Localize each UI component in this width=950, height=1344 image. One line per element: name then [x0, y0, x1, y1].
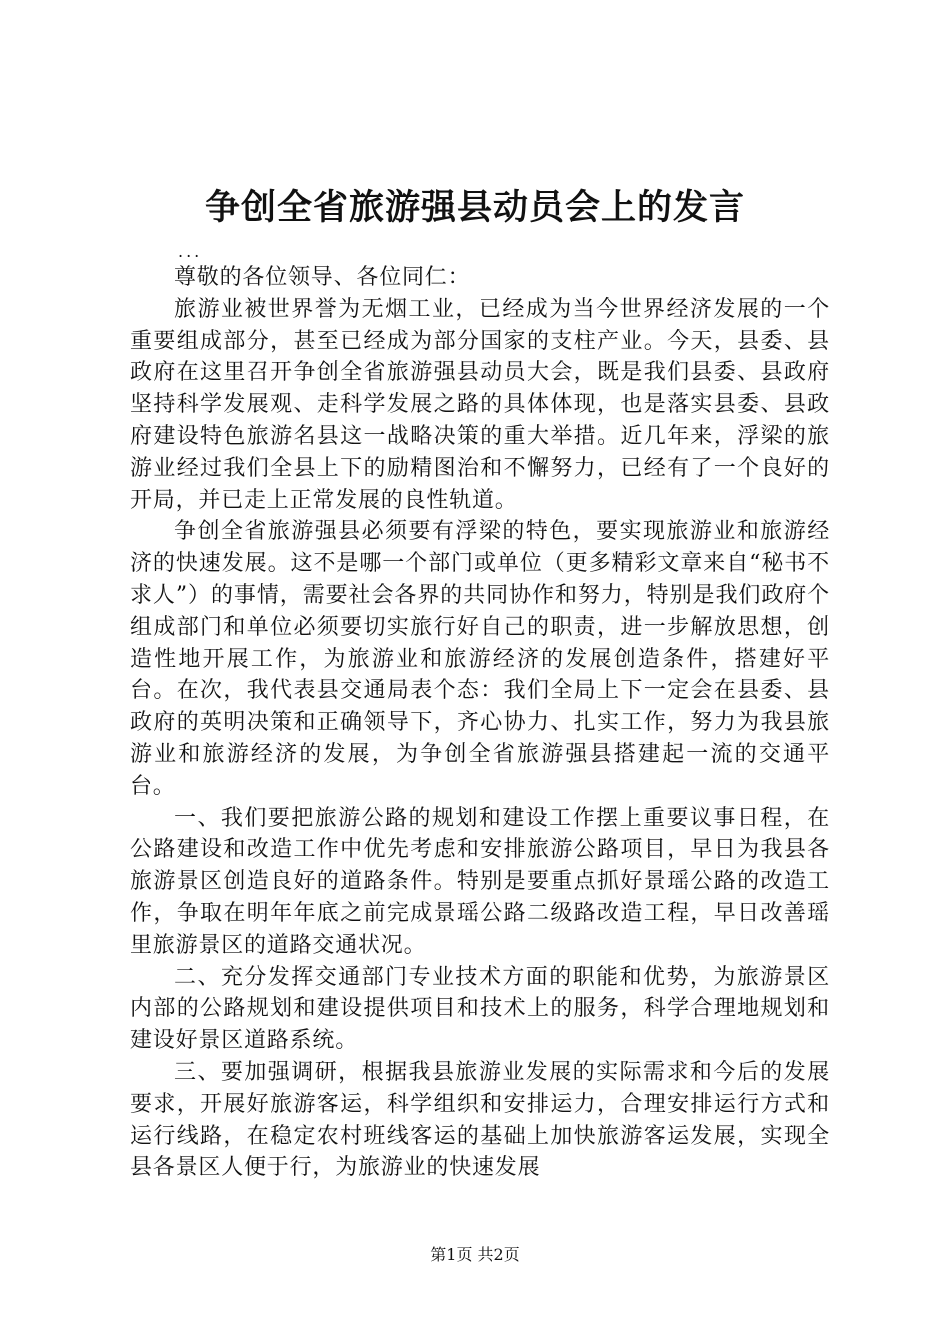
- document-body: [130, 262, 830, 1184]
- paragraph-point-three: 三、要加强调研，根据我县旅游业发展的实际需求和今后的发展要求，开展好旅游客运，科学组织和安排运力，合理安排运行方式和运行线路，在稳定农村班线客运的基础上加快旅游客运发展，实现全县各景区人便于行，为旅游业的快速发展: [130, 1059, 830, 1181]
- paragraph-point-two: 二、充分发挥交通部门专业技术方面的职能和优势，为旅游景区内部的公路规划和建设提供项目和技术上的服务，科学合理地规划和建设好景区道路系统。: [130, 964, 830, 1054]
- document-title: 争创全省旅游强县动员会上的发言: [204, 188, 745, 228]
- paragraph-commitment: 争创全省旅游强县必须要有浮梁的特色，要实现旅游业和旅游经济的快速发展。这不是哪一个部门或单位（更多精彩文章来自“秘书不求人”）的事情，需要社会各界的共同协作和努力，特别是我们政府个组成部门和单位必须要切实旅行好自己的职责，进一步解放思想，创造性地开展工作，为旅游业和旅游经济的发展创造条件，搭建好平台。在次，我代表县交通局表个态：我们全局上下一定会在县委、县政府的英明决策和正确领导下，齐心协力、扎实工作，努力为我县旅游业和旅游经济的发展，为争创全省旅游强县搭建起一流的交通平台。: [130, 519, 830, 799]
- ellipsis-marker: ...: [178, 242, 203, 261]
- salutation: 尊敬的各位领导、各位同仁：: [174, 265, 471, 290]
- page-number-footer: 第1页 共2页: [430, 1245, 520, 1264]
- paragraph-intro: 旅游业被世界誉为无烟工业，已经成为当今世界经济发展的一个重要组成部分，甚至已经成为部分国家的支柱产业。今天，县委、县政府在这里召开争创全省旅游强县动员大会，既是我们县委、县政府坚持科学发展观、走科学发展之路的具体体现，也是落实县委、县政府建设特色旅游名县这一战略决策的重大举措。近几年来，浮梁的旅游业经过我们全县上下的励精图治和不懈努力，已经有了一个良好的开局，并已走上正常发展的良性轨道。: [130, 296, 830, 513]
- paragraph-point-one: 一、我们要把旅游公路的规划和建设工作摆上重要议事日程，在公路建设和改造工作中优先考虑和安排旅游公路项目，早日为我县各旅游景区创造良好的道路条件。特别是要重点抓好景瑶公路的改造工作，争取在明年年底之前完成景瑶公路二级路改造工程，早日改善瑶里旅游景区的道路交通状况。: [130, 805, 830, 958]
